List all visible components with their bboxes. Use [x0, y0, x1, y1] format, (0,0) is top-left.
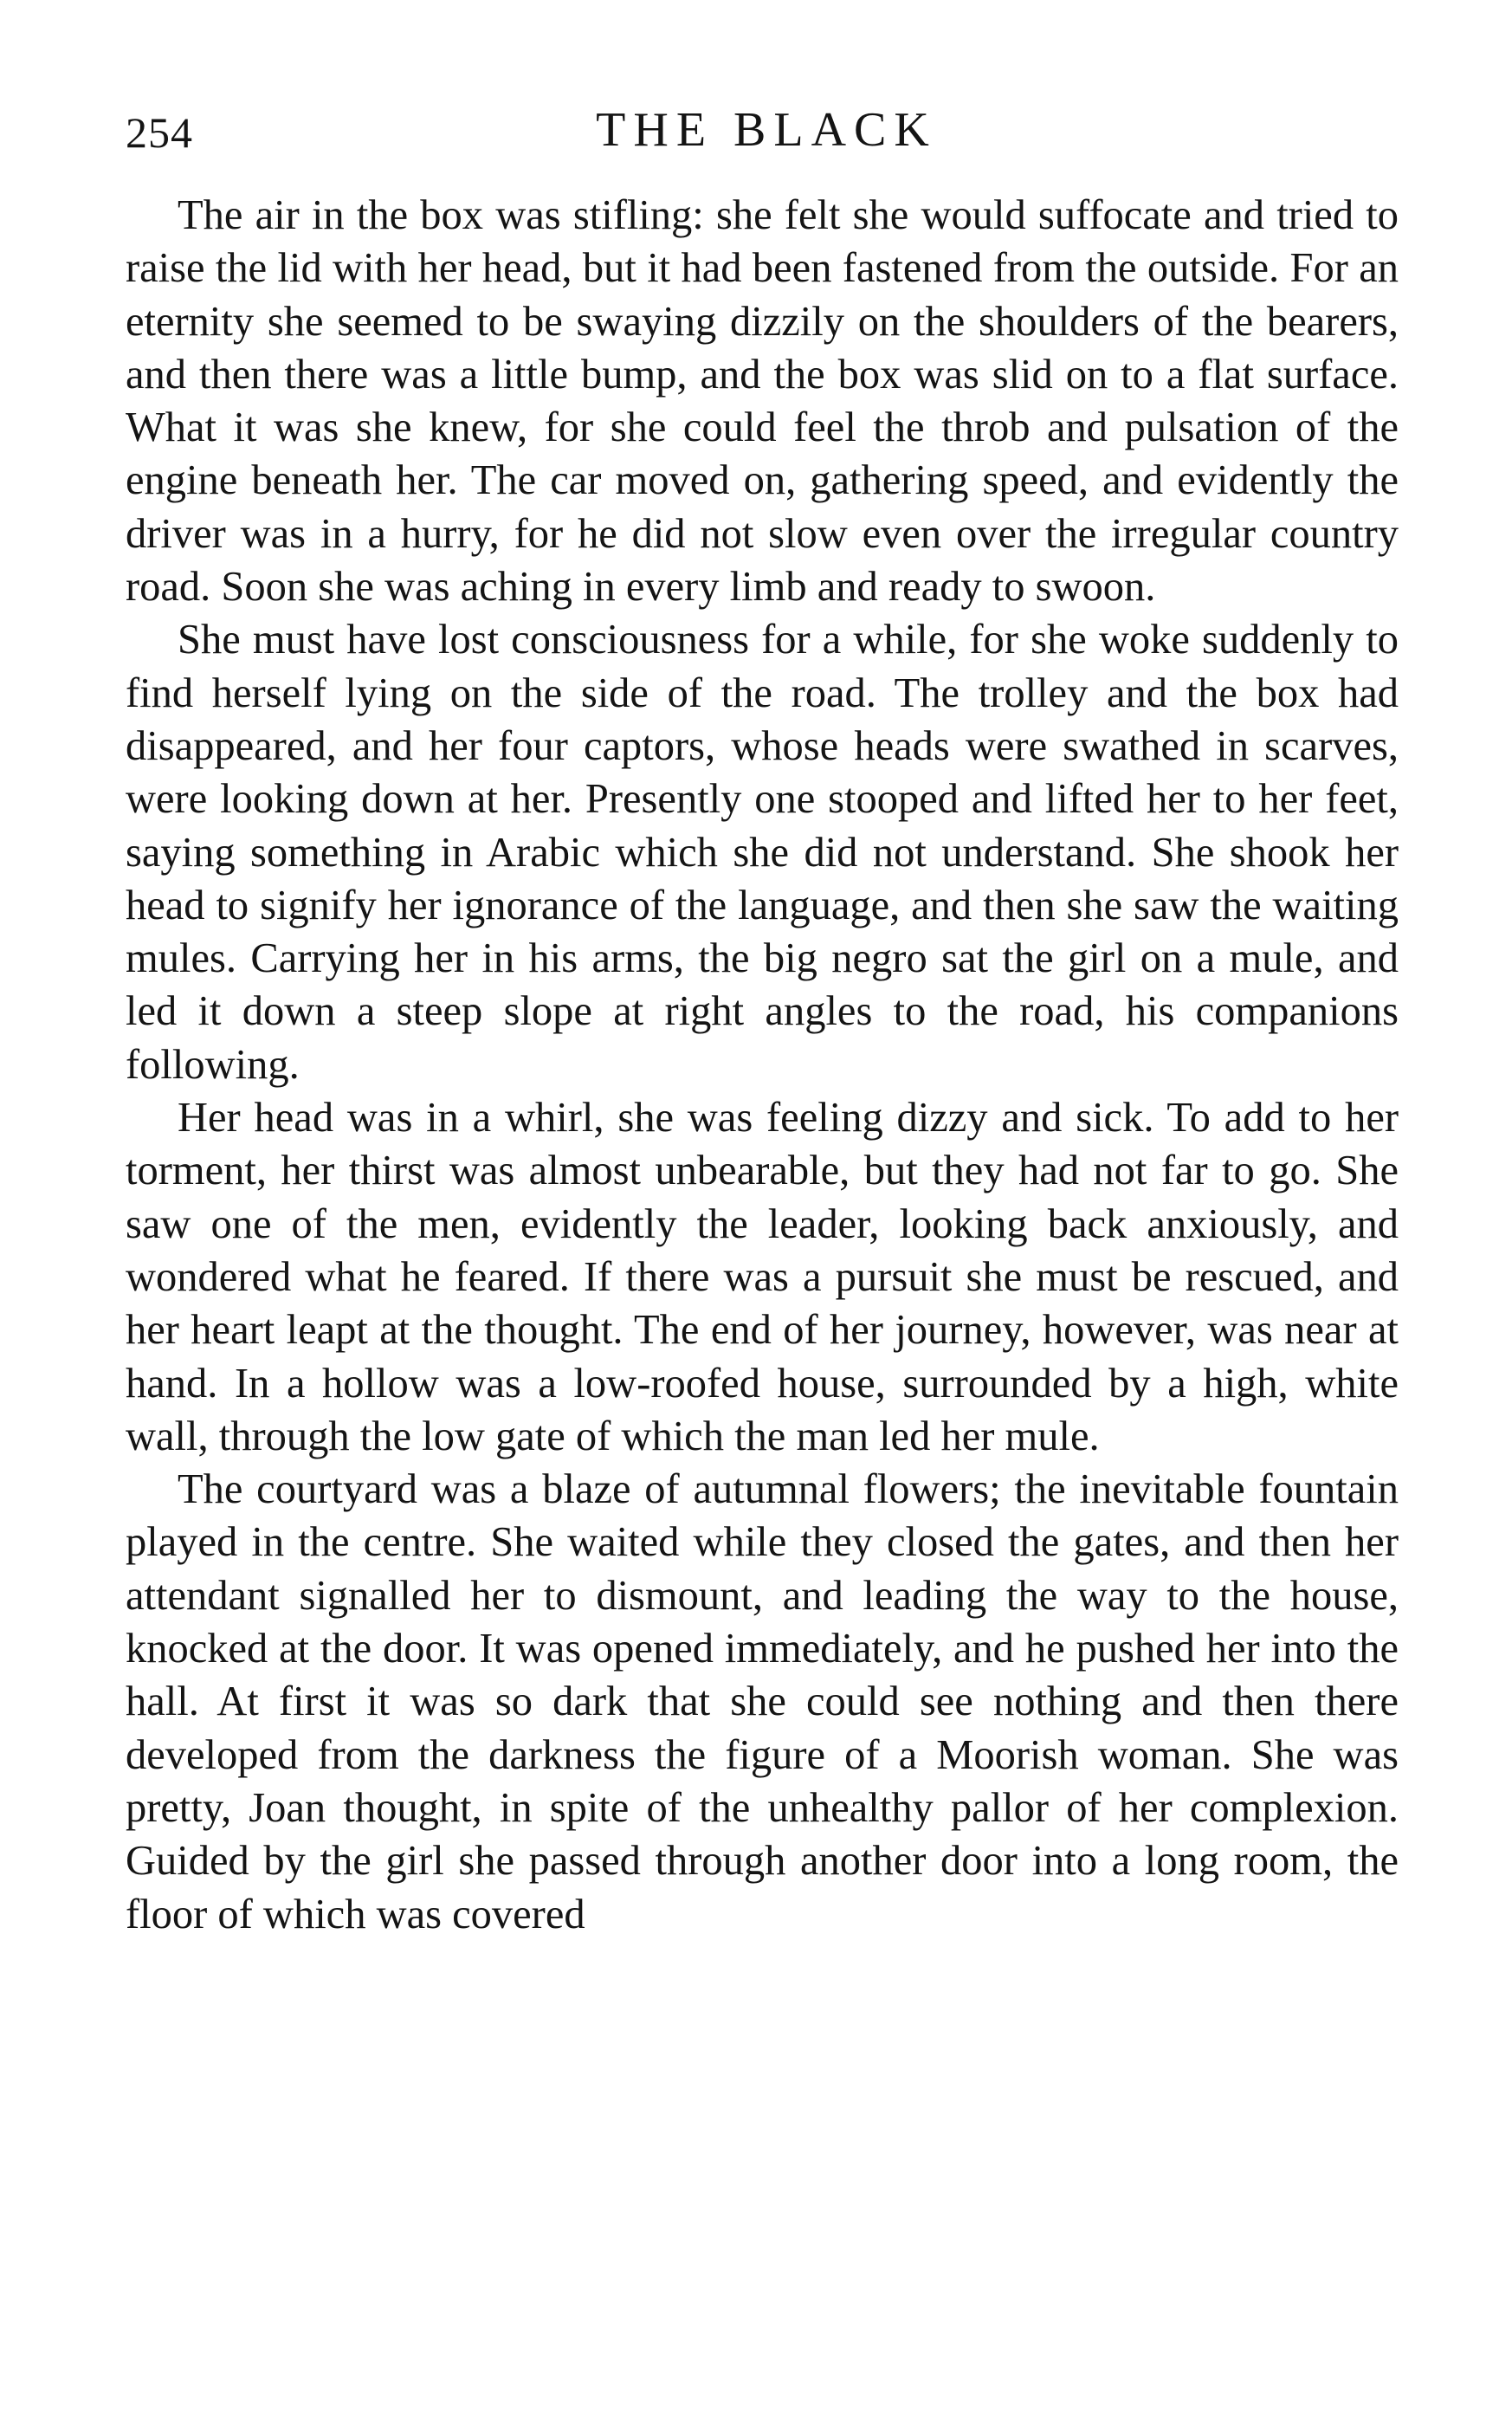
- paragraph-2: She must have lost consciousness for a while, for she woke suddenly to find herself lying on the side of the road. The trolley and the box had disappeared, and her four captors, whose heads were swathed in scarves, were looking down at her. Presently one stooped and lifted her to her feet, saying something in Arabic which she did not understand. She shook her head to signify her ignorance of the language, and then she saw the waiting mules. Carrying her in his arms, the big negro sat the girl on a mule, and led it down a steep slope at right angles to the road, his companions following.: [126, 617, 1399, 1088]
- page-number: 254: [126, 108, 193, 157]
- paragraph-3: Her head was in a whirl, she was feeling dizzy and sick. To add to her torment, her thirst was almost unbearable, but they had not far to go. She saw one of the men, evidently the leader, looking back anxiously, and wondered what he feared. If there was a pursuit she must be rescued, and her heart leapt at the thought. The end of her journey, however, was near at hand. In a hollow was a low-roofed house, surrounded by a high, white wall, through the low gate of which the man led her mule.: [126, 1095, 1399, 1459]
- running-head: [126, 102, 1399, 171]
- running-title: THE BLACK: [596, 103, 937, 157]
- paragraph-1: The air in the box was stifling: she felt she would suffocate and tried to raise the lid with her head, but it had been fastened from the outside. For an eternity she seemed to be swaying dizzily on the shoulders of the bearers, and then there was a little bump, and the box was slid on to a flat surface. What it was she knew, for she could feel the throb and pulsation of the engine beneath her. The car moved on, gathering speed, and evidently the driver was in a hurry, for he did not slow even over the irregular country road. Soon she was aching in every limb and ready to swoon.: [126, 192, 1399, 611]
- paragraph-4: The courtyard was a blaze of autumnal flowers; the inevitable fountain played in the centre. She waited while they closed the gates, and then her attendant signalled her to dismount, and leading the way to the house, knocked at the door. It was opened immediately, and he pushed her into the hall. At first it was so dark that she could see nothing and then there developed from the darkness the figure of a Moorish woman. She was pretty, Joan thought, in spite of the unhealthy pallor of her complexion. Guided by the girl she passed through another door into a long room, the floor of which was covered: [126, 1466, 1399, 1937]
- body-text: [126, 189, 1399, 1941]
